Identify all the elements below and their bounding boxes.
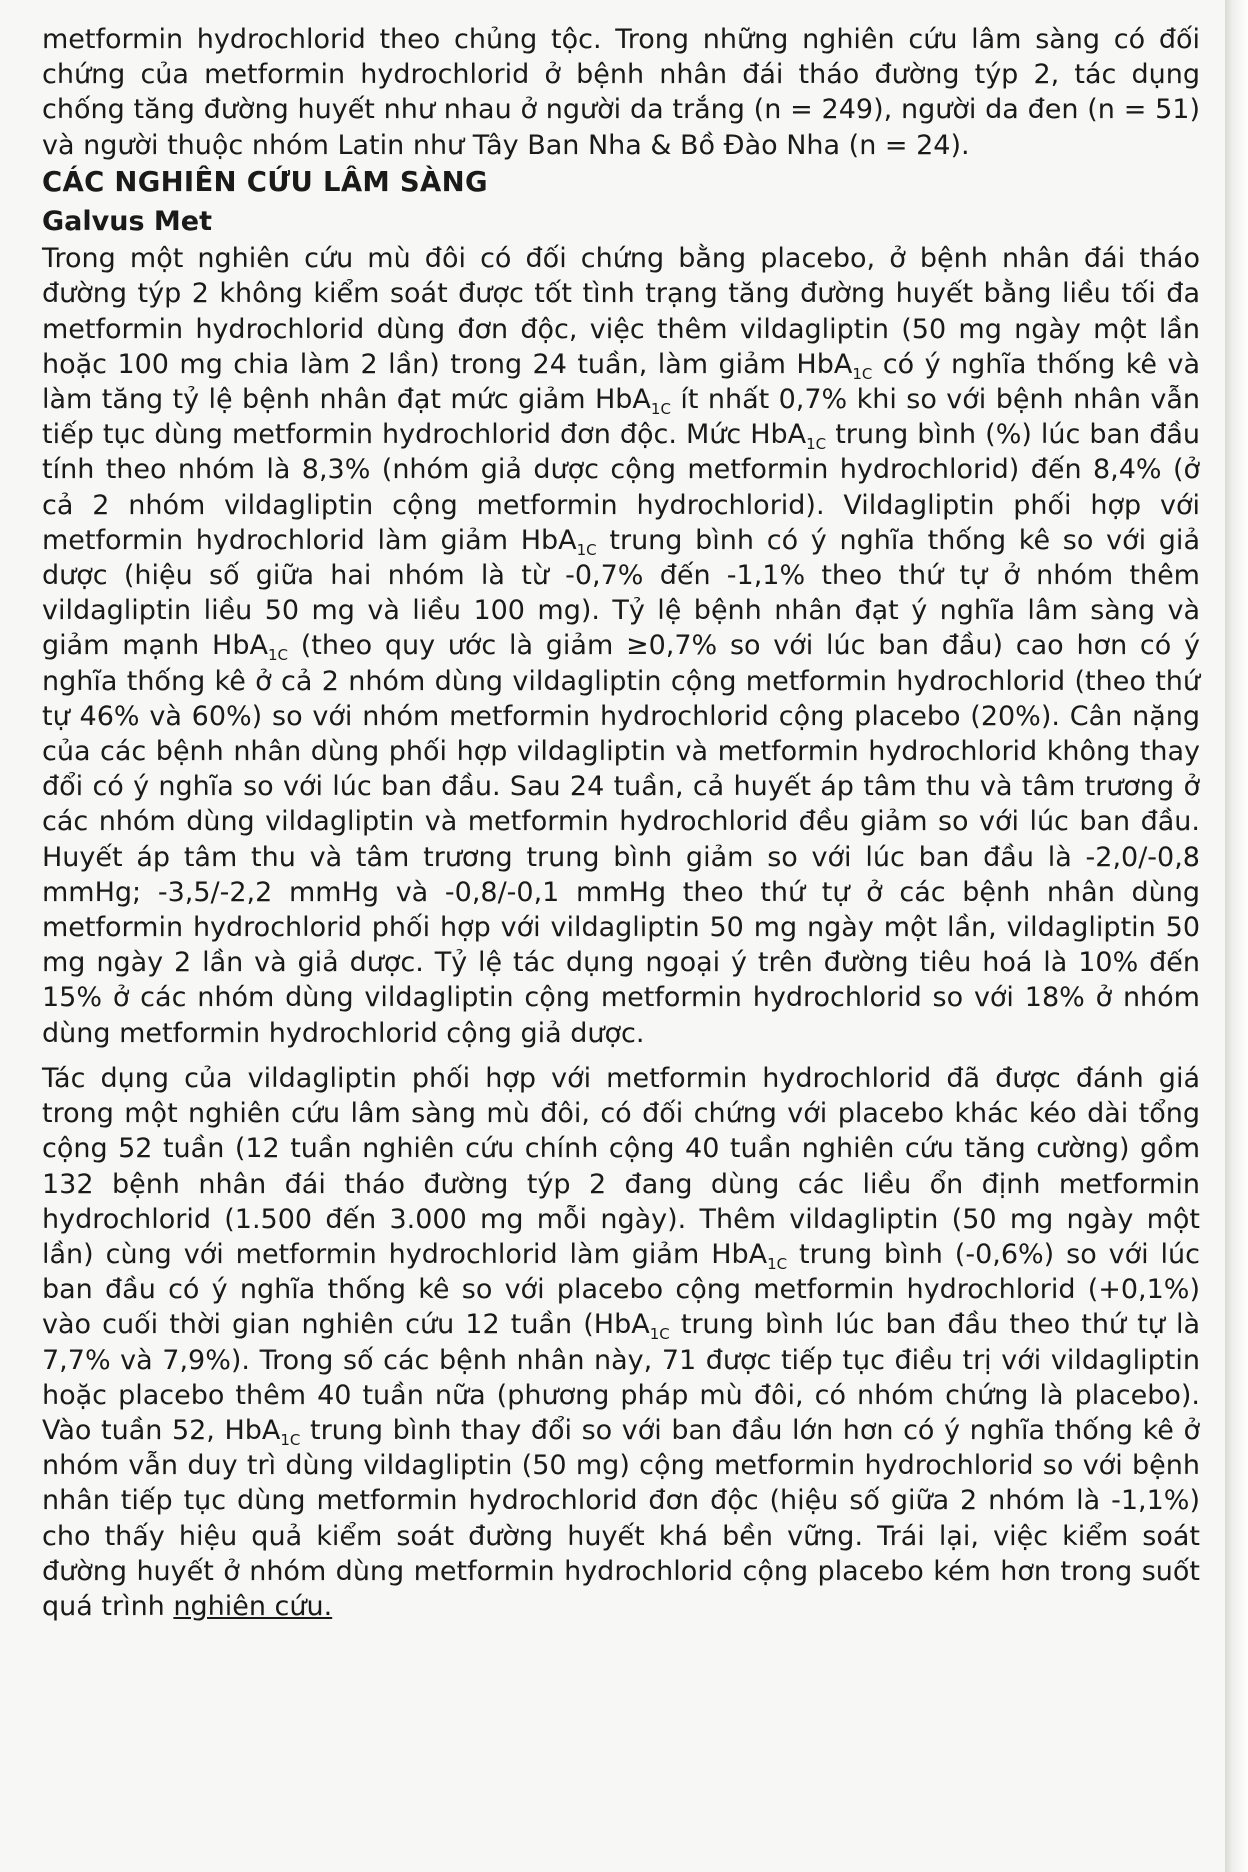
text-segment: trung bình (%) lúc ban đầu tính theo nhóm là 8,3% (nhóm giả dược cộng metformin hydrochlorid) đến 8,4% (ở cả 2 nhóm vildagliptin cộng metformin hydrochlorid). Vildagliptin phối hợp với metformin hydrochlorid làm giảm HbA [42, 419, 1201, 556]
text-segment: Tác dụng của vildagliptin phối hợp với metformin hydrochlorid đã được đánh giá trong một nghiên cứu lâm sàng mù đôi, có đối chứng với placebo khác kéo dài tổng cộng 52 tuần (12 tuần nghiên cứu chính cộng 40 tuần nghiên cứu tăng cường) gồm 132 bệnh nhân đái tháo đường týp 2 đang dùng các liều ổn định metformin hydrochlorid (1.500 đến 3.000 mg mỗi ngày). Thêm vildagliptin (50 mg ngày một lần) cùng với metformin hydrochlorid làm giảm HbA [42, 1062, 1200, 1270]
study-paragraph-1 [42, 241, 1200, 1051]
study-paragraph-2 [42, 1061, 1200, 1624]
text-segment: trung bình (-0,6%) so với lúc ban đầu có ý nghĩa thống kê so với placebo cộng metformin hydrochlorid (+0,1%) vào cuối thời gian nghiên cứu 12 tuần (HbA [42, 1238, 1201, 1341]
text-segment: ít nhất 0,7% khi so với bệnh nhân vẫn tiếp tục dùng metformin hydrochlorid đơn độc. Mức HbA [42, 384, 1201, 451]
subscript: 1C [806, 435, 827, 454]
subscript: 1C [767, 1254, 788, 1273]
section-heading: CÁC NGHIÊN CỨU LÂM SÀNG [42, 165, 488, 198]
text-segment: (theo quy ước là giảm ≥0,7% so với lúc ban đầu) cao hơn có ý nghĩa thống kê ở cả 2 nhóm dùng vildagliptin cộng metformin hydrochlorid (theo thứ tự 46% và 60%) so với nhóm metformin hydrochlorid cộng placebo (20%). Cân nặng của các bệnh nhân dùng phối hợp vildagliptin và metformin hydrochlorid không thay đổi có ý nghĩa so với lúc ban đầu. Sau 24 tuần, cả huyết áp tâm thu và tâm trương ở các nhóm dùng vildagliptin và metformin hydrochlorid đều giảm so với lúc ban đầu. Huyết áp tâm thu và tâm trương trung bình giảm so với lúc ban đầu là -2,0/-0,8 mmHg; -3,5/-2,2 mmHg và -0,8/-0,1 mmHg theo thứ tự ở các bệnh nhân dùng metformin hydrochlorid phối hợp với vildagliptin 50 mg ngày một lần, vildagliptin 50 mg ngày 2 lần và giả dược. Tỷ lệ tác dụng ngoại ý trên đường tiêu hoá là 10% đến 15% ở các nhóm dùng vildagliptin cộng metformin hydrochlorid so với 18% ở nhóm dùng metformin hydrochlorid cộng giả dược. [42, 630, 1200, 1049]
text-segment: trung bình thay đổi so với ban đầu lớn hơn có ý nghĩa thống kê ở nhóm vẫn duy trì dùng vildagliptin (50 mg) cộng metformin hydrochlorid so với bệnh nhân tiếp tục dùng metformin hydrochlorid đơn độc (hiệu số giữa 2 nhóm là -1,1%) cho thấy hiệu quả kiểm soát đường huyết khá bền vững. Trái lại, việc kiểm soát đường huyết ở nhóm dùng metformin hydrochlorid cộng placebo kém hơn trong suốt quá trình [42, 1414, 1200, 1622]
subscript: 1C [280, 1430, 301, 1449]
scan-edge [1225, 0, 1248, 1872]
subscript: 1C [576, 540, 597, 559]
sub-heading: Galvus Met [42, 206, 213, 238]
subscript: 1C [649, 1325, 670, 1344]
document-body [42, 22, 1200, 1624]
text-segment: có ý nghĩa thống kê và làm tăng tỷ lệ bệnh nhân đạt mức giảm HbA [42, 348, 1200, 416]
text-segment: trung bình lúc ban đầu theo thứ tự là 7,7% và 7,9%). Trong số các bệnh nhân này, 71 được tiếp tục điều trị với vildagliptin hoặc placebo thêm 40 tuần nữa (phương pháp mù đôi, có nhóm chứng là placebo). Vào tuần 52, HbA [42, 1309, 1200, 1446]
text-segment: trung bình có ý nghĩa thống kê so với giả dược (hiệu số giữa hai nhóm là từ -0,7% đến -1,1% theo thứ tự ở nhóm thêm vildagliptin liều 50 mg và liều 100 mg). Tỷ lệ bệnh nhân đạt ý nghĩa lâm sàng và giảm mạnh HbA [42, 524, 1200, 662]
subscript: 1C [650, 400, 671, 419]
intro-paragraph: metformin hydrochlorid theo chủng tộc. Trong những nghiên cứu lâm sàng có đối chứng của metformin hydrochlorid ở bệnh nhân đái tháo đường týp 2, tác dụng chống tăng đường huyết như nhau ở người da trắng (n = 249), người da đen (n = 51) và người thuộc nhóm Latin như Tây Ban Nha & Bồ Đào Nha (n = 24). [42, 24, 1200, 161]
subscript: 1C [267, 646, 288, 665]
subscript: 1C [852, 364, 873, 383]
underlined-text: nghiên cứu. [173, 1590, 333, 1622]
text-segment: Trong một nghiên cứu mù đôi có đối chứng bằng placebo, ở bệnh nhân đái tháo đường týp 2 không kiểm soát được tốt tình trạng tăng đường huyết bằng liều tối đa metformin hydrochlorid dùng đơn độc, việc thêm vildagliptin (50 mg ngày một lần hoặc 100 mg chia làm 2 lần) trong 24 tuần, làm giảm HbA [42, 243, 1200, 380]
